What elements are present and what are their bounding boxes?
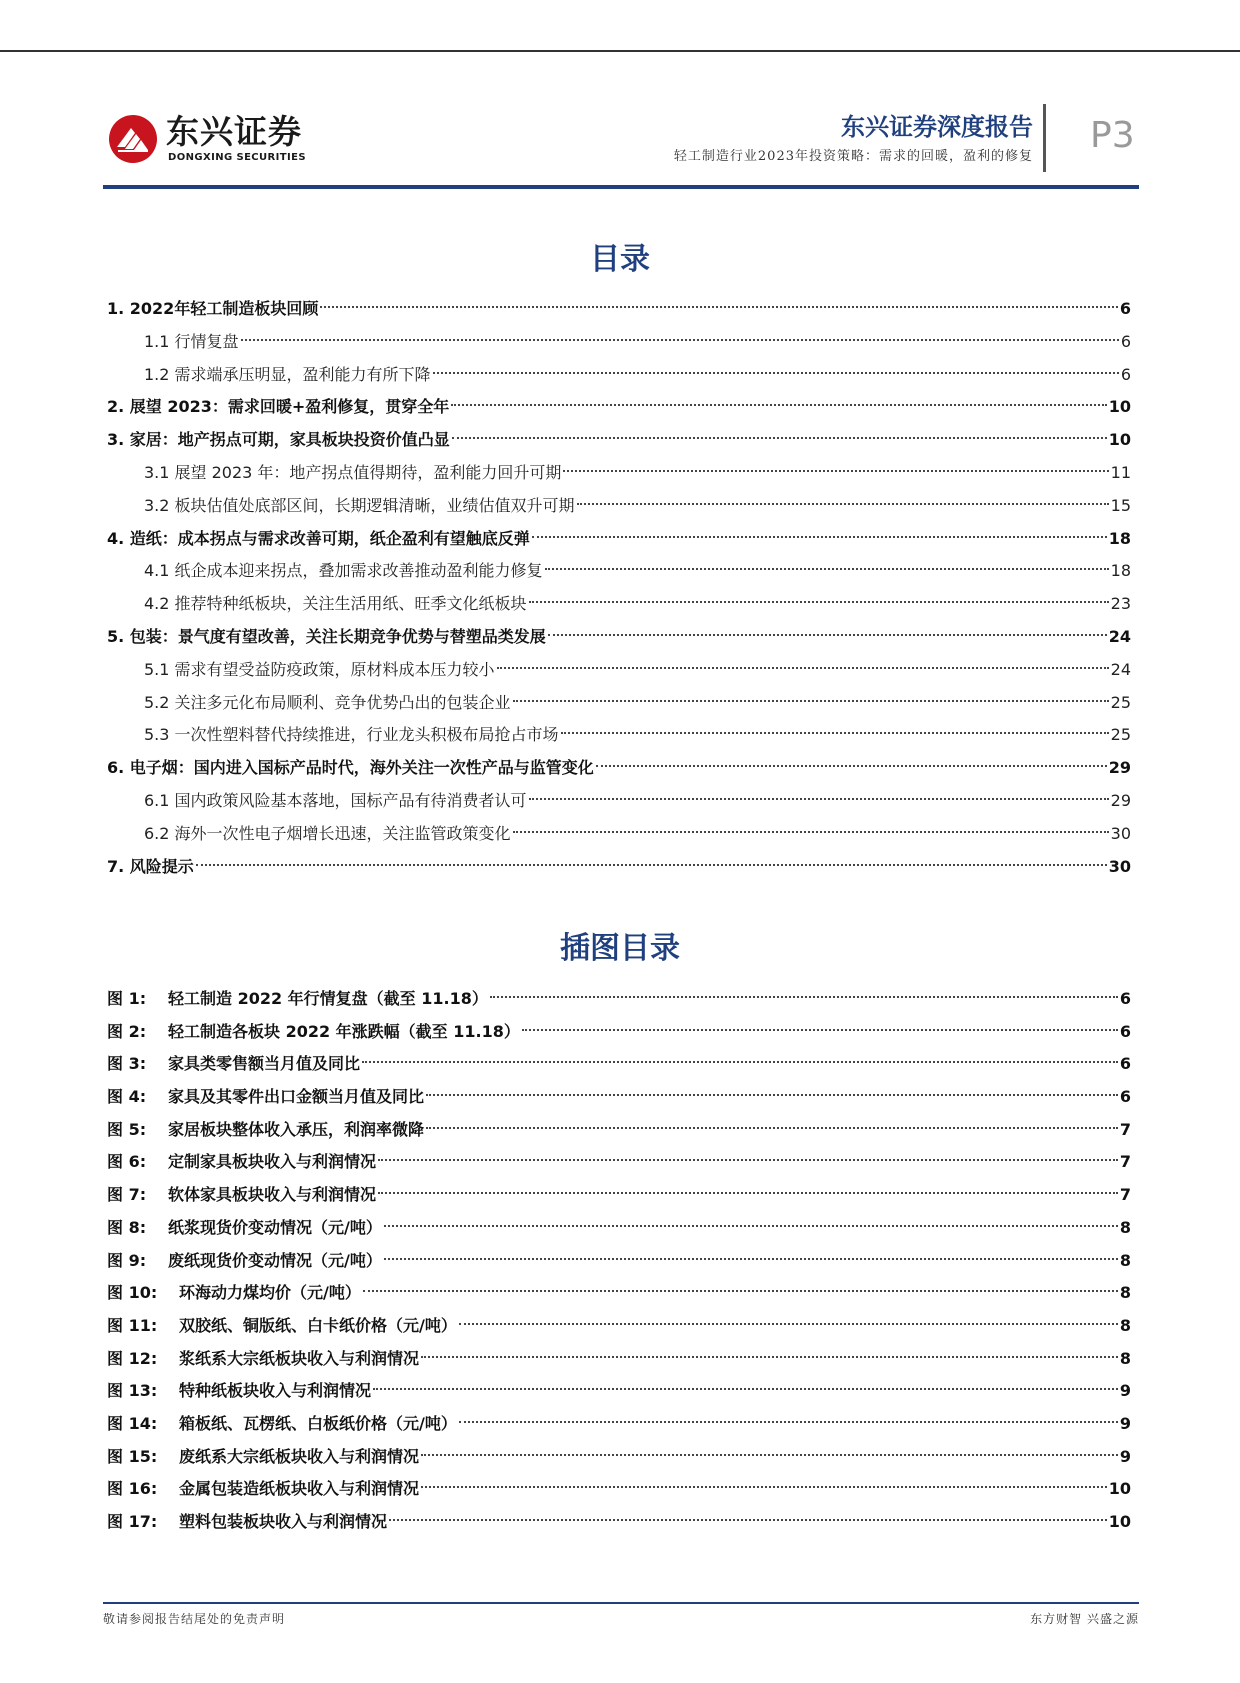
toc-leader <box>241 339 1119 341</box>
figure-text: 定制家具板块收入与利润情况 <box>168 1152 377 1172</box>
toc-list <box>107 293 1131 883</box>
company-logo <box>108 112 308 168</box>
toc-entry-text: 5.2 关注多元化布局顺利、竞争优势凸出的包装企业 <box>144 692 511 712</box>
figure-text: 浆纸系大宗纸板块收入与利润情况 <box>179 1348 420 1368</box>
toc-entry-text: 5.1 需求有望受益防疫政策，原材料成本压力较小 <box>144 659 495 679</box>
toc-leader <box>373 1388 1118 1390</box>
toc-entry-page: 6 <box>1120 364 1131 384</box>
figure-page: 6 <box>1119 989 1131 1008</box>
toc-entry-page: 10 <box>1108 397 1131 417</box>
figure-entry[interactable] <box>107 1473 1131 1506</box>
figure-entry[interactable] <box>107 1016 1131 1049</box>
toc-entry-page: 18 <box>1108 528 1131 548</box>
figure-page: 10 <box>1108 1512 1131 1531</box>
figure-page: 10 <box>1108 1479 1131 1499</box>
figure-text: 家居板块整体收入承压，利润率微降 <box>168 1119 425 1139</box>
toc-leader <box>459 1421 1118 1423</box>
figure-page: 9 <box>1119 1381 1131 1401</box>
toc-entry-page: 29 <box>1110 790 1131 810</box>
toc-entry-page: 11 <box>1110 462 1131 482</box>
toc-leader <box>561 732 1109 734</box>
figures-title: 插图目录 <box>560 931 680 966</box>
figure-text: 双胶纸、铜版纸、白卡纸价格（元/吨） <box>179 1315 457 1335</box>
toc-entry-page: 30 <box>1110 823 1131 843</box>
figure-page: 6 <box>1119 1087 1131 1107</box>
figure-label: 图 14: <box>107 1413 158 1433</box>
toc-leader <box>378 1159 1118 1161</box>
toc-entry-text: 1.2 需求端承压明显，盈利能力有所下降 <box>144 364 431 384</box>
toc-entry[interactable] <box>107 391 1131 424</box>
figure-text: 家具类零售额当月值及同比 <box>168 1054 361 1074</box>
figure-page: 6 <box>1119 1054 1131 1074</box>
toc-entry-text: 2. 展望 2023：需求回暖+盈利修复，贯穿全年 <box>107 397 450 417</box>
toc-leader <box>426 1094 1118 1096</box>
toc-leader <box>378 1192 1118 1194</box>
figure-page: 8 <box>1119 1315 1131 1335</box>
figure-entry[interactable] <box>107 1506 1131 1539</box>
toc-entry[interactable] <box>107 752 1131 785</box>
toc-entry[interactable] <box>107 687 1131 720</box>
figure-text: 纸浆现货价变动情况（元/吨） <box>168 1217 382 1237</box>
toc-entry-text: 4.1 纸企成本迎来拐点，叠加需求改善推动盈利能力修复 <box>144 561 543 581</box>
toc-leader <box>563 470 1108 472</box>
toc-entry-page: 24 <box>1108 626 1131 646</box>
toc-leader <box>577 503 1109 505</box>
figure-text: 金属包装造纸板块收入与利润情况 <box>179 1479 420 1499</box>
figure-page: 9 <box>1119 1446 1131 1466</box>
report-type-title: 东兴证券深度报告 <box>841 113 1033 141</box>
toc-leader <box>384 1225 1118 1227</box>
header-divider <box>1043 104 1046 172</box>
figure-text: 软体家具板块收入与利润情况 <box>168 1185 377 1205</box>
figure-page: 7 <box>1119 1185 1131 1205</box>
figure-text: 轻工制造各板块 2022 年涨跌幅（截至 11.18） <box>168 1021 520 1041</box>
toc-entry[interactable] <box>107 523 1131 556</box>
toc-entry-text: 4.2 推荐特种纸板块，关注生活用纸、旺季文化纸板块 <box>144 594 527 614</box>
figure-label: 图 7: <box>107 1185 147 1205</box>
figure-label: 图 9: <box>107 1250 147 1270</box>
toc-entry-page: 23 <box>1110 594 1131 614</box>
figure-label: 图 8: <box>107 1217 147 1237</box>
toc-entry[interactable] <box>107 818 1131 851</box>
figure-entry[interactable] <box>107 1114 1131 1147</box>
footer-rule <box>103 1602 1139 1604</box>
toc-leader <box>362 1061 1118 1063</box>
toc-leader <box>490 996 1118 998</box>
toc-entry-text: 4. 造纸：成本拐点与需求改善可期，纸企盈利有望触底反弹 <box>107 528 530 548</box>
toc-entry-text: 5.3 一次性塑料替代持续推进，行业龙头积极布局抢占市场 <box>144 725 559 745</box>
figure-entry[interactable] <box>107 983 1131 1016</box>
toc-entry[interactable] <box>107 588 1131 621</box>
toc-leader <box>421 1356 1118 1358</box>
toc-leader <box>421 1486 1107 1488</box>
figure-label: 图 3: <box>107 1054 147 1074</box>
toc-title: 目录 <box>590 242 650 277</box>
figure-label: 图 4: <box>107 1087 147 1107</box>
toc-entry-text: 1. 2022年轻工制造板块回顾 <box>107 299 319 318</box>
figure-text: 废纸现货价变动情况（元/吨） <box>168 1250 382 1270</box>
footer-slogan: 东方财智 兴盛之源 <box>1030 1612 1139 1626</box>
toc-entry-page: 24 <box>1110 659 1131 679</box>
toc-entry[interactable] <box>107 621 1131 654</box>
toc-entry[interactable] <box>107 719 1131 752</box>
toc-leader <box>196 864 1107 866</box>
figure-entry[interactable] <box>107 1441 1131 1474</box>
figure-entry[interactable] <box>107 1212 1131 1245</box>
toc-entry-page: 15 <box>1110 495 1131 515</box>
figure-entry[interactable] <box>107 1146 1131 1179</box>
figure-label: 图 5: <box>107 1119 147 1139</box>
figure-text: 环海动力煤均价（元/吨） <box>179 1283 361 1303</box>
figure-label: 图 16: <box>107 1479 158 1499</box>
figure-entry[interactable] <box>107 1048 1131 1081</box>
figure-text: 特种纸板块收入与利润情况 <box>179 1381 372 1401</box>
figure-page: 9 <box>1119 1413 1131 1433</box>
toc-leader <box>513 831 1109 833</box>
figure-label: 图 15: <box>107 1446 158 1466</box>
toc-leader <box>459 1323 1118 1325</box>
figure-page: 8 <box>1119 1250 1131 1270</box>
toc-entry[interactable] <box>107 424 1131 457</box>
header-rule <box>103 185 1139 189</box>
toc-leader <box>389 1519 1107 1521</box>
figure-text: 废纸系大宗纸板块收入与利润情况 <box>179 1446 420 1466</box>
toc-entry-page: 30 <box>1108 856 1131 876</box>
toc-leader <box>384 1258 1118 1260</box>
toc-leader <box>522 1029 1118 1031</box>
toc-leader <box>433 372 1119 374</box>
toc-entry[interactable] <box>107 490 1131 523</box>
top-rule <box>0 50 1240 52</box>
disclaimer-note: 敬请参阅报告结尾处的免责声明 <box>103 1612 286 1626</box>
toc-entry[interactable] <box>107 785 1131 818</box>
figure-label: 图 1: <box>107 989 147 1008</box>
toc-entry-text: 3. 家居：地产拐点可期，家具板块投资价值凸显 <box>107 430 450 450</box>
figure-label: 图 12: <box>107 1348 158 1368</box>
toc-entry-text: 3.2 板块估值处底部区间，长期逻辑清晰，业绩估值双升可期 <box>144 495 575 515</box>
toc-leader <box>320 306 1118 308</box>
figure-label: 图 17: <box>107 1512 158 1531</box>
toc-leader <box>596 765 1107 767</box>
figure-page: 7 <box>1119 1152 1131 1172</box>
figure-label: 图 10: <box>107 1283 158 1303</box>
figure-text: 箱板纸、瓦楞纸、白板纸价格（元/吨） <box>179 1413 457 1433</box>
figure-entry[interactable] <box>107 1343 1131 1376</box>
toc-entry[interactable] <box>107 359 1131 392</box>
toc-leader <box>532 536 1107 538</box>
toc-leader <box>451 404 1106 406</box>
toc-entry-page: 29 <box>1108 758 1131 778</box>
toc-entry-text: 6. 电子烟：国内进入国标产品时代，海外关注一次性产品与监管变化 <box>107 758 594 778</box>
figure-page: 8 <box>1119 1217 1131 1237</box>
figure-entry[interactable] <box>107 1310 1131 1343</box>
figure-label: 图 11: <box>107 1315 158 1335</box>
toc-entry-page: 6 <box>1120 331 1131 351</box>
figure-entry[interactable] <box>107 1277 1131 1310</box>
toc-entry[interactable] <box>107 293 1131 326</box>
toc-entry-text: 6.2 海外一次性电子烟增长迅速，关注监管政策变化 <box>144 823 511 843</box>
toc-leader <box>548 634 1107 636</box>
toc-leader <box>497 667 1109 669</box>
page-number: P3 <box>1090 115 1135 156</box>
figure-page: 8 <box>1119 1283 1131 1303</box>
toc-entry-page: 18 <box>1110 561 1131 581</box>
figure-page: 6 <box>1119 1021 1131 1041</box>
figure-page: 7 <box>1119 1119 1131 1139</box>
toc-entry[interactable] <box>107 457 1131 490</box>
toc-leader <box>426 1127 1118 1129</box>
toc-leader <box>545 568 1109 570</box>
toc-entry[interactable] <box>107 326 1131 359</box>
logo-english-name: DONGXING SECURITIES <box>168 152 306 163</box>
toc-entry-text: 5. 包装：景气度有望改善，关注长期竞争优势与替塑品类发展 <box>107 626 546 646</box>
figure-label: 图 2: <box>107 1021 147 1041</box>
figure-entry[interactable] <box>107 1408 1131 1441</box>
figure-text: 轻工制造 2022 年行情复盘（截至 11.18） <box>168 989 488 1008</box>
figure-entry[interactable] <box>107 1245 1131 1278</box>
toc-entry-page: 25 <box>1110 725 1131 745</box>
figure-entry[interactable] <box>107 1081 1131 1114</box>
toc-entry[interactable] <box>107 654 1131 687</box>
logo-chinese-name: 东兴证券 <box>166 112 302 151</box>
toc-leader <box>529 601 1109 603</box>
toc-entry-page: 10 <box>1108 430 1131 450</box>
figure-text: 家具及其零件出口金额当月值及同比 <box>168 1087 425 1107</box>
figure-label: 图 6: <box>107 1152 147 1172</box>
figure-list <box>107 983 1131 1539</box>
logo-mark-icon <box>108 114 158 164</box>
toc-entry[interactable] <box>107 851 1131 884</box>
figure-page: 8 <box>1119 1348 1131 1368</box>
toc-leader <box>529 798 1109 800</box>
toc-leader <box>363 1290 1118 1292</box>
report-subtitle: 轻工制造行业2023年投资策略：需求的回暖，盈利的修复 <box>673 149 1033 164</box>
figure-entry[interactable] <box>107 1179 1131 1212</box>
figure-text: 塑料包装板块收入与利润情况 <box>179 1512 388 1531</box>
toc-entry-page: 25 <box>1110 692 1131 712</box>
toc-entry-text: 1.1 行情复盘 <box>144 331 239 351</box>
toc-entry[interactable] <box>107 555 1131 588</box>
toc-entry-text: 3.1 展望 2023 年：地产拐点值得期待，盈利能力回升可期 <box>144 462 562 482</box>
figure-label: 图 13: <box>107 1381 158 1401</box>
toc-leader <box>452 437 1107 439</box>
toc-entry-text: 6.1 国内政策风险基本落地，国标产品有待消费者认可 <box>144 790 527 810</box>
toc-leader <box>513 700 1109 702</box>
figure-entry[interactable] <box>107 1375 1131 1408</box>
toc-entry-text: 7. 风险提示 <box>107 856 194 876</box>
toc-leader <box>421 1454 1118 1456</box>
toc-entry-page: 6 <box>1119 299 1131 318</box>
